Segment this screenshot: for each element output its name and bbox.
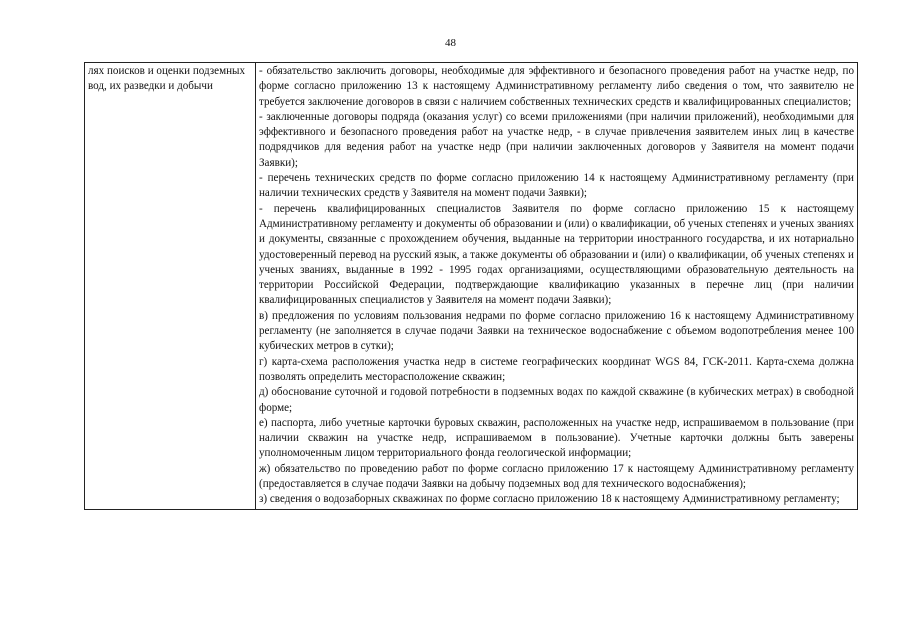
paragraph: - перечень технических средств по форме согласно приложению 14 к настоящему Административному регламенту (при наличии технических средств у Заявителя на момент подачи Заявки); [259,172,854,200]
paragraph: - обязательство заключить договоры, необходимые для эффективного и безопасного проведения работ на участке недр, по форме согласно приложению 13 к настоящему Административному регламенту либо сведения о том, что заявителю не требуется заключение договоров в связи с наличием собственных технических средств и квалифицированных специалистов; [259,65,854,108]
paragraph: г) карта-схема расположения участка недр в системе географических координат WGS 84, ГСК-2011. Карта-схема должна позволять определить месторасположение скважин; [259,355,854,383]
paragraph: в) предложения по условиям пользования недрами по форме согласно приложению 16 к настоящему Административному регламенту (не заполняется в случае подачи Заявки на техническое водоснабжение с объемом водопотребления менее 100 кубических метров в сутки); [259,309,854,353]
left-cell [85,63,256,510]
paragraph: ж) обязательство по проведению работ по форме согласно приложению 17 к настоящему Административному регламенту (предоставляется в случае подачи Заявки на добычу подземных вод для технического водоснабжения); [259,462,854,491]
page-number: 48 [445,37,456,49]
table-row [85,63,858,510]
paragraph: - заключенные договоры подряда (оказания услуг) со всеми приложениями (при наличии приложений), необходимыми для эффективного и безопасного проведения работ на участке недр, - в случае привлечения заявителем иных лиц в качестве подрядчиков для ведения работ на участке недр (при наличии заключенных договоров у Заявителя на момент подачи Заявки); [259,110,854,169]
document-table [84,62,858,510]
right-cell [256,63,858,510]
paragraph: е) паспорта, либо учетные карточки буровых скважин, расположенных на участке недр, испрашиваемом в пользование (при наличии скважин на участке недр, испрашиваемом в пользование). Учетные карточки должны быть заверены уполномоченным лицом территориального фонда геологической информации; [259,416,854,460]
left-cell-text: лях поисков и оценки подземных вод, их разведки и добычи [88,65,246,93]
paragraph: д) обоснование суточной и годовой потребности в подземных водах по каждой скважине (в кубических метрах) в свободной форме; [259,386,854,414]
paragraph: з) сведения о водозаборных скважинах по форме согласно приложению 18 к настоящему Административному регламенту; [259,493,840,506]
paragraph: - перечень квалифицированных специалистов Заявителя по форме согласно приложению 15 к настоящему Административному регламенту и документы об образовании и (или) о квалификации, об ученых степенях и ученых званиях и документы, связанные с прохождением обучения, выданные на территории иностранного государства, и их нотариально удостоверенный перевод на русский язык, а также документы об образовании и (или) о квалификации, об ученых степенях и ученых званиях, выданные в 1992 - 1995 годах организациями, осуществляющими образовательную деятельность на территории Российской Федерации, подтверждающие квалификацию указанных в перечне лиц (при наличии квалифицированных специалистов у Заявителя на момент подачи Заявки); [259,202,854,307]
